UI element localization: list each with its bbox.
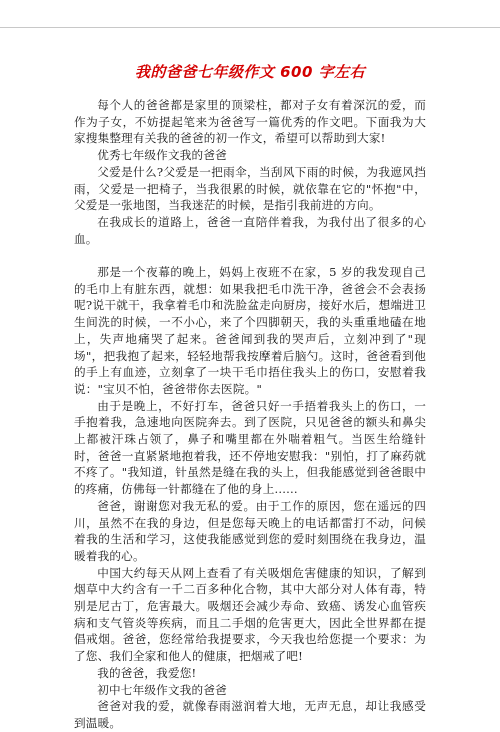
spacer [74,247,426,264]
header-divider [0,27,500,28]
paragraph: 父爱是什么?父爱是一把雨伞，当刮风下雨的时候，为我遮风挡雨，父爱是一把椅子，当我很累的时候，就依靠在它的"怀抱"中，父爱是一张地图，当我迷茫的时候，是指引我前进的方向。 [74,164,426,213]
article-body [74,97,426,732]
paragraph: 中国大约每天从网上查看了有关吸烟危害健康的知识，了解到烟草中大约含有一千二百多种化合物，其中大部分对人体有毒，特别是尼古丁，危害最大。吸烟还会减少寿命、致癌、诱发心血管疾病和支气管炎等疾病，而且二手烟的危害更大，因此全世界都在提倡戒烟。爸爸，您经常给我提要求，今天我也给您提一个要求：为了您、我们全家和他人的健康，把烟戒了吧! [74,565,426,664]
paragraph: 在我成长的道路上，爸爸一直陪伴着我，为我付出了很多的心血。 [74,214,426,246]
page-title: 我的爸爸七年级作文 600 字左右 [134,63,366,81]
paragraph: 爸爸，谢谢您对我无私的爱。由于工作的原因，您在遥远的四川，虽然不在我的身边，但是您每天晚上的电话都雷打不动，问候着我的生活和学习，这使我能感觉到您的爱时刻围绕在我身边，温暖着我的心。 [74,498,426,563]
section-heading: 优秀七年级作文我的爸爸 [97,148,227,163]
paragraph: 爸爸对我的爱，就像春雨滋润着大地，无声无息，却让我感受到温暖。 [74,699,426,730]
paragraph: 每个人的爸爸都是家里的顶梁柱，都对子女有着深沉的爱，而作为子女，不妨提起笔来为爸爸写一篇优秀的作文吧。下面我为大家搜集整理有关我的爸爸的初一作文，希望可以帮助到大家! [74,98,426,146]
paragraph: 那是一个夜幕的晚上，妈妈上夜班不在家，5 岁的我发现自己的毛巾上有脏东西，就想：如果我把毛巾洗干净，爸爸会不会表扬呢?说干就干，我拿着毛巾和洗脸盆走向厨房，接好水后，想端进卫生间洗的时候，一不小心，来了个四脚朝天，我的头重重地磕在地上，失声地痛哭了起来。爸爸闻到我的哭声后，立刻冲到了"现场"，把我抱了起来，轻轻地帮我按摩着后脑勺。这时，爸爸看到他的手上有血迹，立刻拿了一块干毛巾捂住我头上的伤口，安慰着我说："宝贝不怕，爸爸带你去医院。" [74,265,426,396]
paragraph: 由于是晚上，不好打车，爸爸只好一手捂着我头上的伤口，一手抱着我，急速地向医院奔去。到了医院，只见爸爸的额头和鼻尖上都被汗珠占领了，鼻子和嘴里都在外喘着粗气。当医生给缝针时，爸爸一直紧紧地抱着我，还不停地安慰我："别怕，打了麻药就不疼了。"我知道，针虽然是缝在我的头上，但我能感觉到爸爸眼中的疼痛，仿佛每一针都缝在了他的身上...... [74,398,426,497]
section-heading: 初中七年级作文我的爸爸 [97,682,227,697]
paragraph: 我的爸爸，我爱您! [97,665,197,680]
